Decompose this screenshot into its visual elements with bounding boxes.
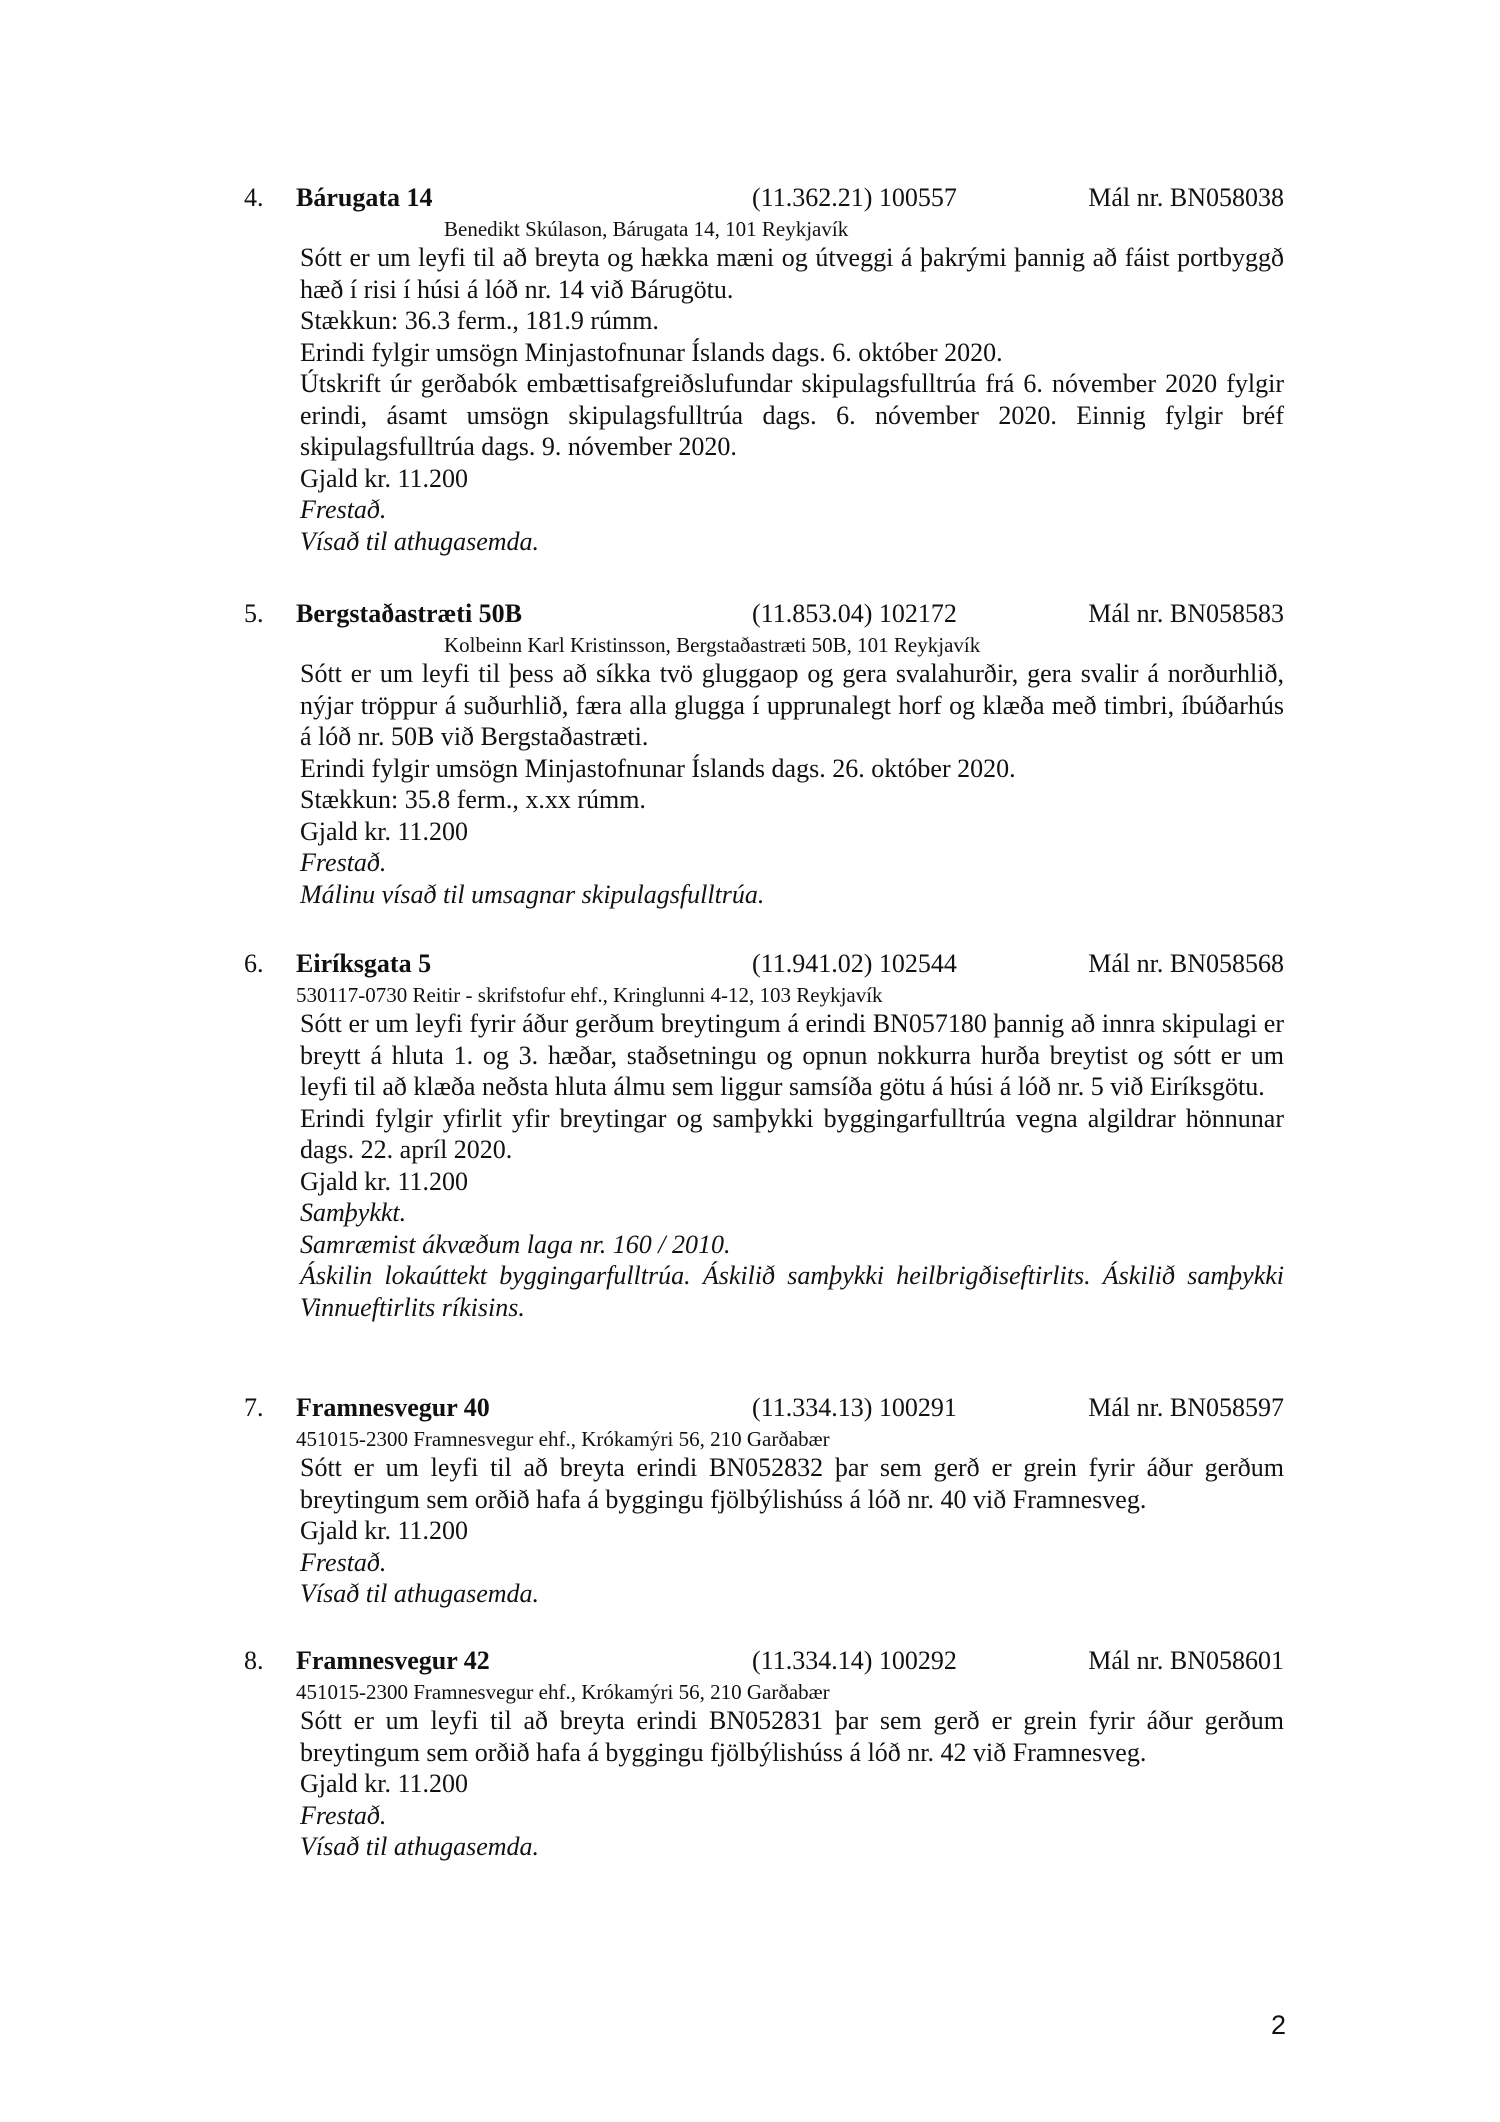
entry-line: Stækkun: 36.3 ferm., 181.9 rúmm.	[300, 306, 659, 335]
entry-address: Eiríksgata 5	[296, 949, 432, 978]
entry-address: Framnesvegur 40	[296, 1393, 490, 1422]
entry-number: 8.	[244, 1646, 264, 1675]
page-number: 2	[1270, 2010, 1286, 2040]
entry-description: Sótt er um leyfi til að breyta og hækka mæni og útveggi á þakrými þannig að fáist portbyggð hæð í risi í húsi á lóð nr. 14 við Bárugötu.	[300, 243, 1284, 304]
entry-note: Vísað til athugasemda.	[300, 526, 540, 556]
entry-fee: Gjald kr. 11.200	[300, 1516, 469, 1545]
entry-applicant: 530117-0730 Reitir - skrifstofur ehf., Kringlunni 4-12, 103 Reykjavík	[296, 983, 883, 1007]
entry-number: 6.	[244, 949, 264, 978]
entry-header	[244, 180, 1284, 216]
entry-line: Stækkun: 35.8 ferm., x.xx rúmm.	[300, 785, 646, 814]
entry-description: Sótt er um leyfi til þess að síkka tvö gluggaop og gera svalahurðir, gera svalir á norðurhlið, nýjar tröppur á suðurhlið, færa alla glugga í upprunalegt horf og klæða með timbri, íbúðarhús á lóð nr. 50B við Bergstaðastræti.	[300, 659, 1284, 751]
case-entry-5	[244, 596, 1284, 910]
entry-description: Sótt er um leyfi fyrir áður gerðum breytingum á erindi BN057180 þannig að innra skipulagi er breytt á hluta 1. og 3. hæðar, staðsetningu og opnun nokkurra hurða breytist og sótt er um leyfi til að klæða neðsta hluta álmu sem liggur samsíða götu á húsi á lóð nr. 5 við Eiríksgötu.	[300, 1009, 1284, 1101]
entry-line: Erindi fylgir umsögn Minjastofnunar Íslands dags. 26. október 2020.	[300, 753, 1016, 783]
case-entry-8	[244, 1643, 1284, 1863]
entry-decision: Samþykkt.	[300, 1198, 407, 1227]
entry-note: Vísað til athugasemda.	[300, 1579, 540, 1608]
entry-address: Framnesvegur 42	[296, 1646, 490, 1675]
entry-fee: Gjald kr. 11.200	[300, 1769, 469, 1798]
entry-conditions: Áskilin lokaúttekt byggingarfulltrúa. Áskilið samþykki heilbrigðiseftirlits. Áskilið samþykki Vinnueftirlits ríkisins.	[300, 1261, 1284, 1322]
entry-case-number: Mál nr. BN058597	[1088, 1393, 1284, 1422]
entry-header	[244, 596, 1284, 632]
entry-case-number: Mál nr. BN058601	[1088, 1646, 1284, 1675]
entry-reference: (11.362.21) 100557	[752, 183, 957, 212]
entry-attachment-note: Útskrift úr gerðabók embættisafgreiðslufundar skipulagsfulltrúa frá 6. nóvember 2020 fylgir erindi, ásamt umsögn skipulagsfulltrúa dags. 6. nóvember 2020. Einnig fylgir bréf skipulagsfulltrúa dags. 9. nóvember 2020.	[300, 369, 1284, 461]
entry-note: Vísað til athugasemda.	[300, 1832, 540, 1861]
entry-decision: Frestað.	[300, 1547, 387, 1577]
entry-reference: (11.334.13) 100291	[752, 1393, 957, 1422]
entry-applicant: Benedikt Skúlason, Bárugata 14, 101 Reykjavík	[444, 217, 849, 241]
entry-description: Sótt er um leyfi til að breyta erindi BN052832 þar sem gerð er grein fyrir áður gerðum breytingum sem orðið hafa á byggingu fjölbýlishúss á lóð nr. 40 við Framnesveg.	[300, 1453, 1284, 1514]
entry-body	[244, 1008, 1284, 1323]
entry-decision: Frestað.	[300, 1800, 387, 1830]
entry-number: 7.	[244, 1393, 264, 1422]
case-entry-7	[244, 1390, 1284, 1610]
entry-body	[244, 242, 1284, 557]
entry-header	[244, 1390, 1284, 1426]
entry-number: 4.	[244, 183, 264, 212]
entry-line: Erindi fylgir umsögn Minjastofnunar Íslands dags. 6. október 2020.	[300, 337, 1003, 367]
entry-body	[244, 658, 1284, 910]
entry-reference: (11.334.14) 100292	[752, 1646, 957, 1675]
entry-header	[244, 1643, 1284, 1679]
case-entry-4	[244, 180, 1284, 557]
entry-applicant: 451015-2300 Framnesvegur ehf., Krókamýri 56, 210 Garðabær	[296, 1427, 830, 1451]
entry-fee: Gjald kr. 11.200	[300, 816, 469, 846]
entry-applicant: Kolbeinn Karl Kristinsson, Bergstaðastræti 50B, 101 Reykjavík	[444, 633, 981, 657]
entry-applicant: 451015-2300 Framnesvegur ehf., Krókamýri 56, 210 Garðabær	[296, 1680, 830, 1704]
entry-case-number: Mál nr. BN058583	[1088, 599, 1284, 628]
entry-reference: (11.941.02) 102544	[752, 949, 957, 978]
entry-case-number: Mál nr. BN058038	[1088, 183, 1284, 212]
entry-header	[244, 946, 1284, 982]
entry-decision: Frestað.	[300, 848, 387, 877]
entry-attachment-note: Erindi fylgir yfirlit yfir breytingar og samþykki byggingarfulltrúa vegna algildrar hönnunar dags. 22. apríl 2020.	[300, 1103, 1284, 1164]
entry-fee: Gjald kr. 11.200	[300, 463, 469, 493]
entry-note: Samræmist ákvæðum laga nr. 160 / 2010.	[300, 1229, 731, 1259]
entry-body	[244, 1705, 1284, 1863]
entry-address: Bergstaðastræti 50B	[296, 599, 523, 628]
entry-reference: (11.853.04) 102172	[752, 599, 957, 628]
case-entry-6	[244, 946, 1284, 1323]
entry-address: Bárugata 14	[296, 183, 433, 212]
entry-decision: Frestað.	[300, 495, 387, 524]
entry-note: Málinu vísað til umsagnar skipulagsfulltrúa.	[300, 879, 765, 909]
entry-case-number: Mál nr. BN058568	[1088, 949, 1284, 978]
entry-description: Sótt er um leyfi til að breyta erindi BN052831 þar sem gerð er grein fyrir áður gerðum breytingum sem orðið hafa á byggingu fjölbýlishúss á lóð nr. 42 við Framnesveg.	[300, 1706, 1284, 1767]
entry-fee: Gjald kr. 11.200	[300, 1166, 469, 1196]
entry-number: 5.	[244, 599, 264, 628]
entry-body	[244, 1452, 1284, 1610]
